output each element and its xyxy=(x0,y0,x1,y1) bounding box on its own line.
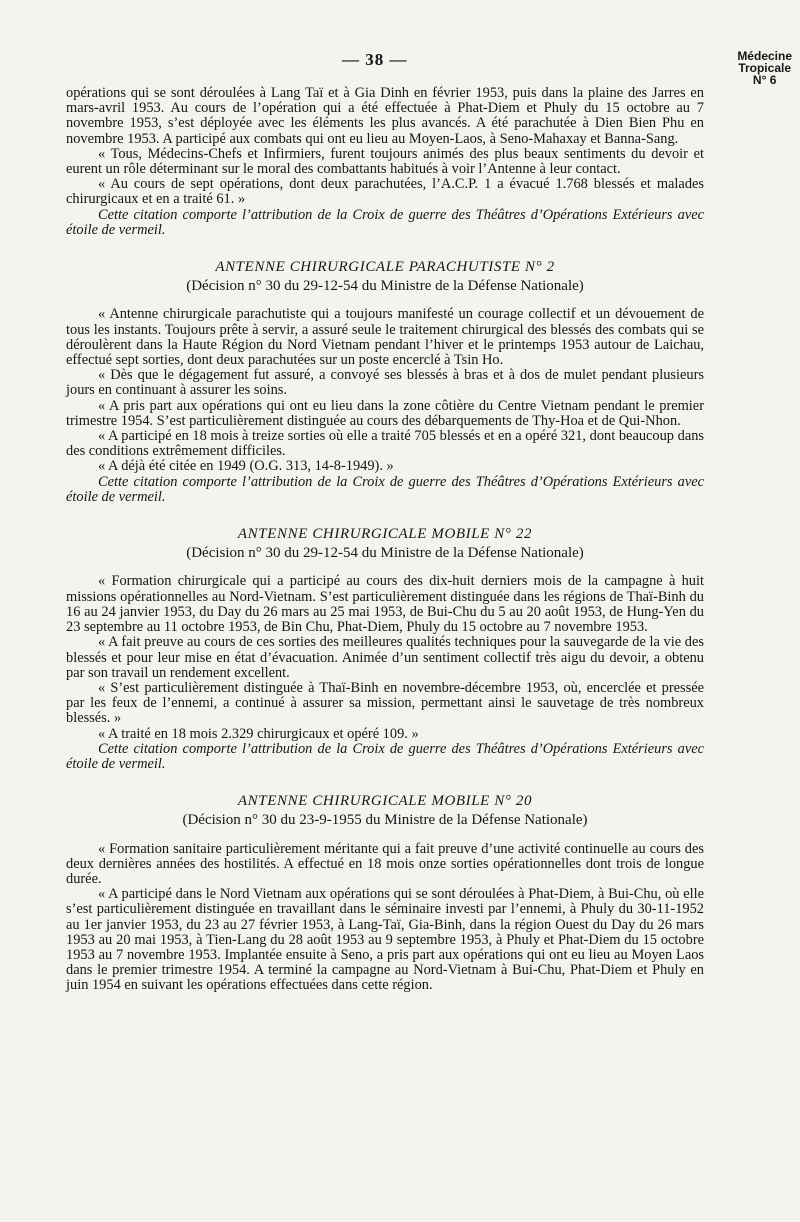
paragraph: « A participé en 18 mois à treize sorties où elle a traité 705 blessés et en a opéré 321, dont beaucoup dans des conditions extrêmement difficiles. xyxy=(66,428,704,460)
paragraph: « A fait preuve au cours de ces sorties des meilleures qualités techniques pour la sauvegarde de la vie des blessés et pour leur mise en état d’évacuation. Animée d’un sentiment collectif très aigu du devoir, a obtenu par son travail un rendement excellent. xyxy=(66,634,704,681)
journal-line-3: N° 6 xyxy=(752,73,777,87)
paragraph: « A pris part aux opérations qui ont eu lieu dans la zone côtière du Centre Vietnam pendant le premier trimestre 1954. S’est particulièrement distinguée au cours des débarquements de Thy-Hoa et de Qui-Nhon. xyxy=(66,397,704,429)
paragraph: « A déjà été citée en 1949 (O.G. 313, 14-8-1949). » xyxy=(98,458,394,475)
section-acp-2 xyxy=(66,260,704,505)
section-decision: (Décision n° 30 du 23-9-1955 du Ministre de la Défense Nationale) xyxy=(182,812,588,829)
journal-line-2: Tropicale xyxy=(738,61,791,75)
paragraph: « Antenne chirurgicale parachutiste qui a toujours manifesté un courage collectif et un dévouement de tous les instants. Toujours prête à servir, a assuré seule le traitement chirurgical des blessés des combats qui se déroulèrent dans la Haute Région du Nord Vietnam pendant l’hiver et le printemps 1953 autour de Laichau, effectué sept sorties, dont deux parachutées sur un poste encerclé à Tsin Ho. xyxy=(66,306,704,369)
paragraph: « Au cours de sept opérations, dont deux parachutées, l’A.C.P. 1 a évacué 1.768 blessés et malades chirurgicaux et en a traité 61. » xyxy=(66,176,704,208)
citation-note: Cette citation comporte l’attribution de la Croix de guerre des Théâtres d’Opérations Extérieurs avec étoile de vermeil. xyxy=(66,206,704,238)
paragraph: « A traité en 18 mois 2.329 chirurgicaux et opéré 109. » xyxy=(98,725,419,742)
section-title: ANTENNE CHIRURGICALE MOBILE N° 20 xyxy=(237,793,533,810)
citation-note: Cette citation comporte l’attribution de la Croix de guerre des Théâtres d’Opérations Extérieurs avec étoile de vermeil. xyxy=(66,740,704,772)
section-acm-20 xyxy=(66,794,704,993)
paragraph: « S’est particulièrement distinguée à Thaï-Binh en novembre-décembre 1953, où, encerclée et pressée par les feux de l’ennemi, a continué à assurer sa mission, permettant ainsi le sauvetage de très nombreux blessés. » xyxy=(66,679,704,727)
page-number: — 38 — xyxy=(342,50,408,69)
section-decision: (Décision n° 30 du 29-12-54 du Ministre de la Défense Nationale) xyxy=(186,545,584,562)
paragraph: opérations qui se sont déroulées à Lang Taï et à Gia Dinh en février 1953, puis dans la plaine des Jarres en mars-avril 1953. Au cours de l’opération qui a été effectuée à Phat-Diem et Phuly du 15 octobre au 7 novembre 1953, s’est déployée avec les éléments les plus avancés. A été parachutée à Dien Bien Phu en novembre 1953. A participé aux combats qui ont eu lieu au Moyen-Laos, à Seno-Mahaxay et Banna-Sang. xyxy=(66,85,704,147)
journal-label xyxy=(737,50,792,86)
paragraph: « A participé dans le Nord Vietnam aux opérations qui se sont déroulées à Phat-Diem, à Bui-Chu, où elle s’est particulièrement distinguée en travaillant dans le séminaire investi par l’ennemi, à Phuly du 30-11-1952 au 1er janvier 1953, du 23 au 27 février 1953, à Lang-Taï, Gia-Binh, dans la région Ouest du Day du 26 mars 1953 au 20 mai 1953, à Tien-Lang du 28 août 1953 au 9 septembre 1953, à Phuly et Phat-Diem du 15 octobre 1953 au 7 novembre 1953. Implantée ensuite à Seno, a pris part aux opérations qui ont eu lieu au Moyen Laos dans le premier trimestre 1954. A terminé la campagne au Nord-Vietnam à Bui-Chu, Phat-Diem et Phuly en juin 1954 en suivant les opérations effectuées dans cette région. xyxy=(66,886,704,994)
document-body xyxy=(66,86,704,994)
paragraph: « Tous, Médecins-Chefs et Infirmiers, furent toujours animés des plus beaux sentiments du devoir et eurent un rôle déterminant sur le moral des combattants habitués à voir l’Antenne à leur contact. xyxy=(66,145,704,178)
section-title: ANTENNE CHIRURGICALE PARACHUTISTE N° 2 xyxy=(215,259,555,276)
journal-line-1: Médecine xyxy=(737,49,792,63)
paragraph: « Formation chirurgicale qui a participé au cours des dix-huit derniers mois de la campagne à huit missions opérationnelles au Nord-Vietnam. S’est particulièrement distinguée dans les régions de Thaï-Binh du 16 au 24 janvier 1953, du Day du 26 mars au 25 mai 1953, de Bui-Chu du 5 au 20 août 1953, de Hung-Yen du 23 septembre au 11 octobre 1953, de Bin Chu, Phat-Diem, Phuly du 15 octobre au 7 novembre 1953. xyxy=(66,573,704,636)
paragraph: « Formation sanitaire particulièrement méritante qui a fait preuve d’une activité continuelle au cours des deux dernières années des hostilités. A effectué en 18 mois onze sorties opérationnelles dont trois de longue durée. xyxy=(66,840,704,887)
section-acm-22 xyxy=(66,527,704,772)
paragraph: « Dès que le dégagement fut assuré, a convoyé ses blessés à bras et à dos de mulet pendant plusieurs jours en continuant à assurer les soins. xyxy=(66,367,704,399)
citation-note: Cette citation comporte l’attribution de la Croix de guerre des Théâtres d’Opérations Extérieurs avec étoile de vermeil. xyxy=(66,473,704,505)
section-decision: (Décision n° 30 du 29-12-54 du Ministre de la Défense Nationale) xyxy=(186,278,584,295)
section-title: ANTENNE CHIRURGICALE MOBILE N° 22 xyxy=(237,526,533,543)
